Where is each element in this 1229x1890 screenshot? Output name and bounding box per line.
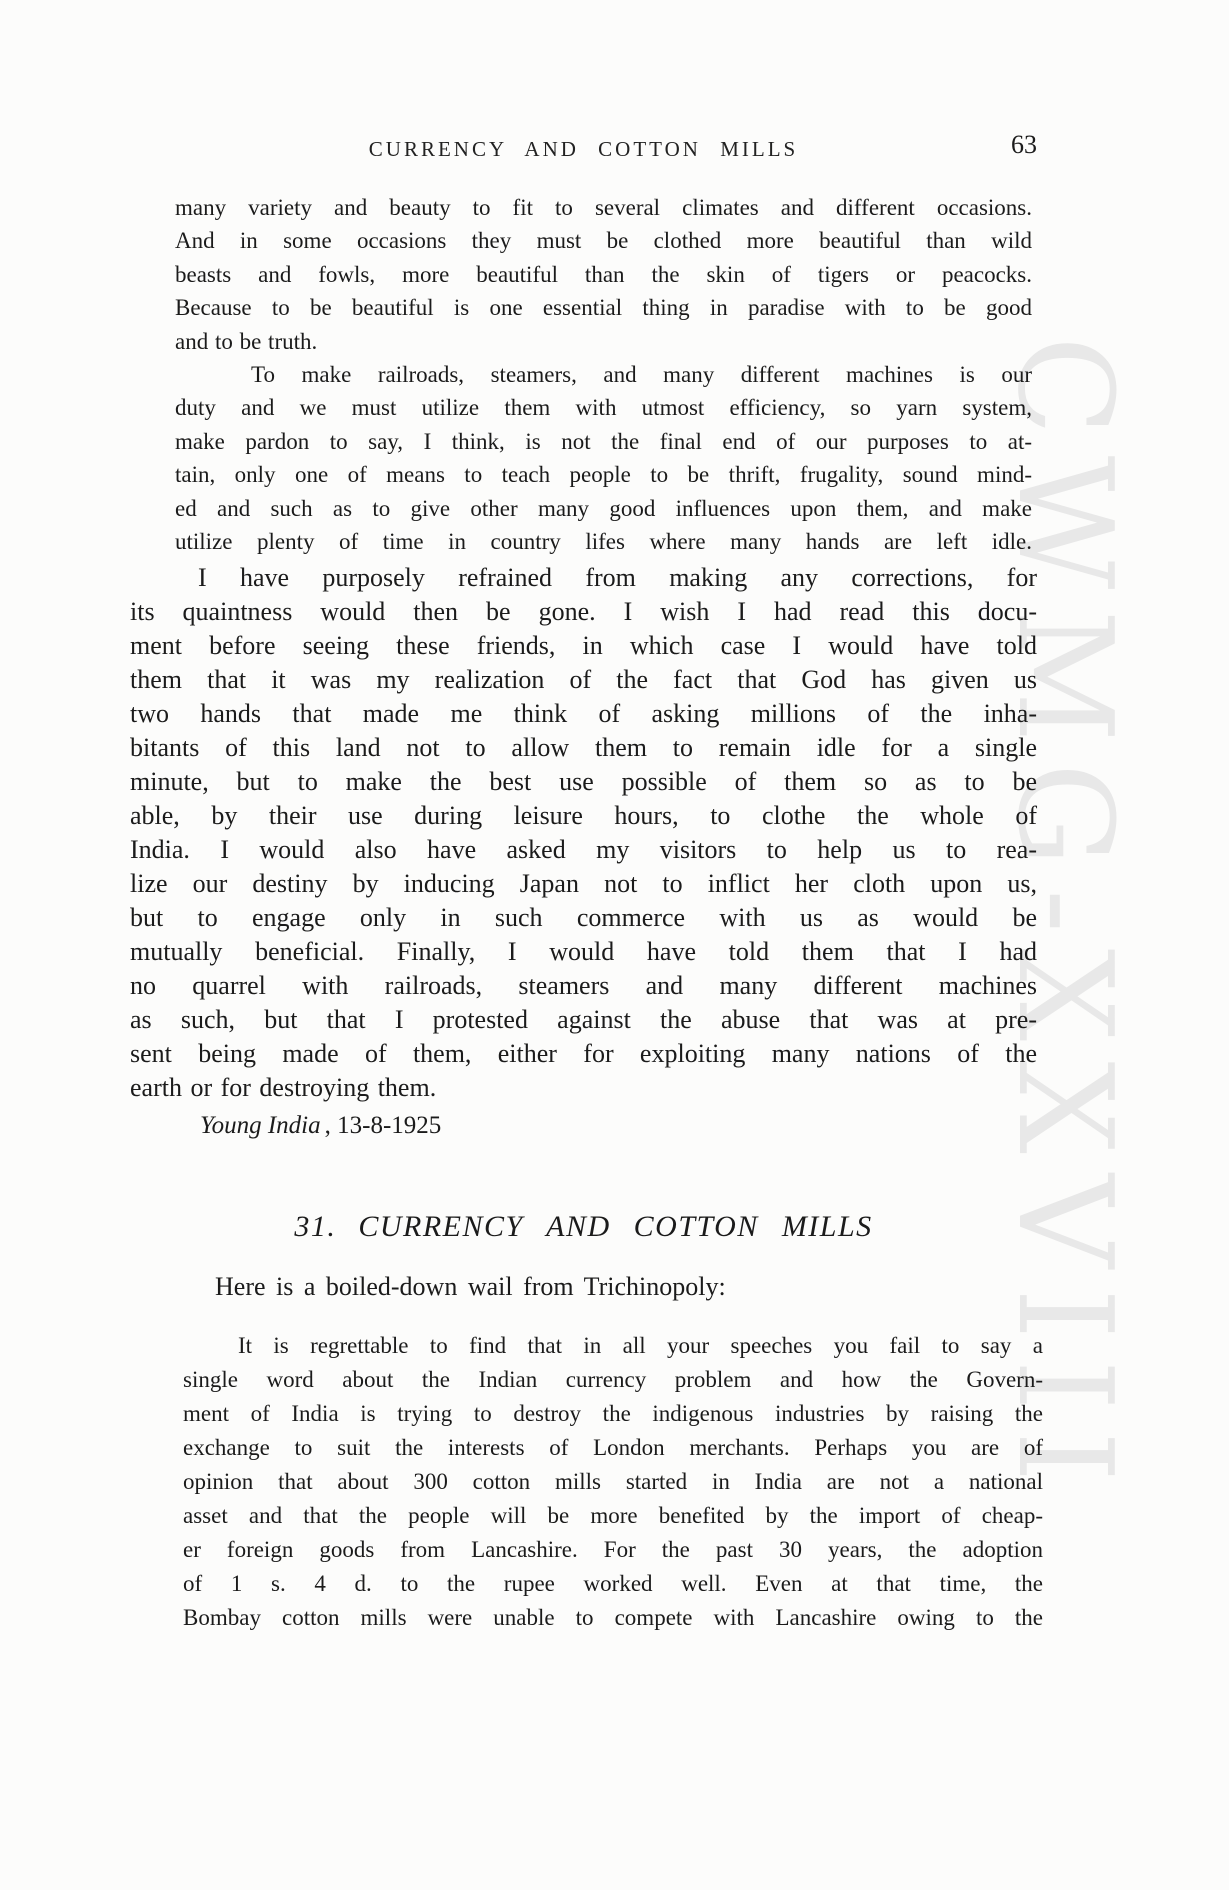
- text-line: Bombay cotton mills were unable to compete with Lancashire owing to the: [183, 1605, 1043, 1630]
- text-line: To make railroads, steamers, and many different machines is our: [251, 362, 1032, 388]
- text-line: opinion that about 300 cotton mills started in India are not a national: [183, 1469, 1043, 1494]
- watermark-text: CWMG-XXVIII: [989, 336, 1141, 1503]
- section-number: 31.: [294, 1210, 337, 1243]
- text-line: And in some occasions they must be clothed more beautiful than wild: [175, 228, 1032, 254]
- text-line: sent being made of them, either for exploiting many nations of the: [130, 1039, 1037, 1068]
- text-line: ed and such as to give other many good influences upon them, and make: [175, 495, 1032, 521]
- text-line: of 1 s. 4 d. to the rupee worked well. Even at that time, the: [183, 1571, 1043, 1596]
- text-line: and to be truth.: [175, 328, 318, 354]
- page-number: [130, 130, 1037, 160]
- text-line: Because to be beautiful is one essential thing in paradise with to be good: [175, 295, 1032, 321]
- text-line: ment before seeing these friends, in which case I would have told: [130, 631, 1037, 660]
- text-line: utilize plenty of time in country lifes where many hands are left idle.: [175, 529, 1032, 555]
- source-date: , 13-8-1925: [324, 1112, 442, 1139]
- text-line: It is regrettable to find that in all your speeches you fail to say a: [238, 1333, 1043, 1358]
- quoted-passage-top: [175, 191, 1032, 558]
- text-line: bitants of this land not to allow them to remain idle for a single: [130, 733, 1037, 762]
- section-heading: [130, 1210, 1037, 1244]
- text-line: beasts and fowls, more beautiful than the skin of tigers or peacocks.: [175, 261, 1032, 287]
- text-line: them that it was my realization of the fact that God has given us: [130, 665, 1037, 694]
- text-line: its quaintness would then be gone. I wish I had read this docu-: [130, 597, 1037, 626]
- text-line: er foreign goods from Lancashire. For the past 30 years, the adoption: [183, 1537, 1043, 1562]
- text-line: make pardon to say, I think, is not the final end of our purposes to at-: [175, 428, 1032, 454]
- text-line: I have purposely refrained from making any corrections, for: [198, 563, 1037, 592]
- text-line: mutually beneficial. Finally, I would have told them that I had: [130, 937, 1037, 966]
- text-line: asset and that the people will be more benefited by the import of cheap-: [183, 1503, 1043, 1528]
- text-line: able, by their use during leisure hours, to clothe the whole of: [130, 801, 1037, 830]
- running-header-title: CURRENCY AND COTTON MILLS: [368, 137, 799, 161]
- text-line: many variety and beauty to fit to several climates and different occasions.: [175, 195, 1032, 220]
- quoted-passage-bottom: [183, 1329, 1043, 1635]
- text-line: no quarrel with railroads, steamers and many different machines: [130, 971, 1037, 1000]
- text-line: duty and we must utilize them with utmost efficiency, so yarn system,: [175, 395, 1032, 421]
- main-paragraph: [130, 561, 1037, 1105]
- text-line: two hands that made me think of asking millions of the inha-: [130, 699, 1037, 728]
- page-number-value: 63: [1011, 130, 1037, 159]
- text-line: single word about the Indian currency problem and how the Govern-: [183, 1367, 1043, 1392]
- text-line: but to engage only in such commerce with us as would be: [130, 903, 1037, 932]
- source-title: Young India: [200, 1112, 321, 1139]
- source-citation: [200, 1112, 441, 1140]
- text-line: India. I would also have asked my visitors to help us to rea-: [130, 835, 1037, 864]
- text-line: exchange to suit the interests of London merchants. Perhaps you are of: [183, 1435, 1043, 1460]
- text-line: ment of India is trying to destroy the indigenous industries by raising the: [183, 1401, 1043, 1426]
- text-line: tain, only one of means to teach people to be thrift, frugality, sound mind-: [175, 462, 1032, 488]
- text-line: minute, but to make the best use possible of them so as to be: [130, 767, 1037, 796]
- text-line: lize our destiny by inducing Japan not to inflict her cloth upon us,: [130, 869, 1037, 898]
- section-title: CURRENCY AND COTTON MILLS: [358, 1210, 873, 1243]
- intro-line: Here is a boiled-down wail from Trichinopoly:: [215, 1272, 726, 1301]
- text-line: as such, but that I protested against the abuse that was at pre-: [130, 1005, 1037, 1034]
- text-line: earth or for destroying them.: [130, 1073, 437, 1102]
